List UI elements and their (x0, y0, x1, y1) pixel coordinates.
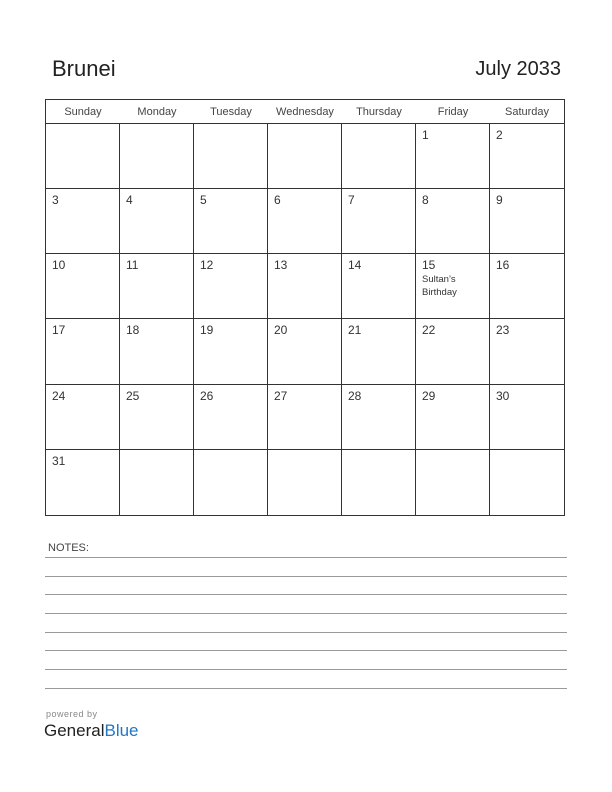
notes-line (45, 594, 567, 595)
day-number: 24 (52, 388, 66, 403)
day-cell (194, 189, 268, 254)
day-number: 15 (422, 258, 436, 273)
notes-label: NOTES: (48, 542, 89, 554)
day-cell (46, 319, 120, 384)
day-number: 23 (496, 323, 510, 338)
weekday-header-saturday: Saturday (490, 100, 564, 124)
day-number: 4 (126, 193, 133, 208)
day-number: 17 (52, 323, 66, 338)
day-cell (490, 189, 564, 254)
holiday-label: Sultan’s Birthday (422, 274, 457, 299)
day-number: 18 (126, 323, 140, 338)
day-cell (342, 319, 416, 384)
day-cell (342, 450, 416, 515)
weekday-header-monday: Monday (120, 100, 194, 124)
day-cell (120, 189, 194, 254)
day-cell (490, 450, 564, 515)
day-number: 6 (274, 193, 281, 208)
notes-line (45, 632, 567, 633)
day-number: 2 (496, 128, 503, 142)
generalblue-logo[interactable] (44, 721, 139, 741)
day-cell (194, 319, 268, 384)
day-number: 3 (52, 193, 59, 208)
weekday-header-thursday: Thursday (342, 100, 416, 124)
day-cell (490, 124, 564, 189)
day-number: 22 (422, 323, 436, 338)
day-cell (490, 254, 564, 319)
day-cell (342, 385, 416, 450)
brand-part-general: General (44, 721, 105, 740)
day-cell (268, 450, 342, 515)
day-number: 9 (496, 193, 503, 208)
day-cell (194, 254, 268, 319)
powered-by-text: powered by (46, 709, 98, 719)
day-cell (46, 450, 120, 515)
day-cell (194, 124, 268, 189)
day-cell (342, 124, 416, 189)
day-cell (490, 319, 564, 384)
day-cell (268, 254, 342, 319)
day-cell (416, 450, 490, 515)
day-number: 12 (200, 258, 214, 273)
day-number: 10 (52, 258, 66, 273)
day-cell (342, 254, 416, 319)
day-cell (416, 385, 490, 450)
day-number: 30 (496, 388, 510, 403)
day-cell (120, 450, 194, 515)
notes-line (45, 557, 567, 558)
day-cell (490, 385, 564, 450)
day-cell (120, 254, 194, 319)
day-cell (268, 385, 342, 450)
day-cell (342, 189, 416, 254)
day-cell (46, 124, 120, 189)
day-number: 28 (348, 388, 362, 403)
brand-part-blue: Blue (104, 721, 139, 740)
day-cell (194, 450, 268, 515)
notes-line (45, 669, 567, 670)
day-number: 25 (126, 388, 140, 403)
day-number: 13 (274, 258, 288, 273)
day-cell (46, 385, 120, 450)
day-cell (416, 319, 490, 384)
day-number: 31 (52, 453, 66, 468)
day-number: 11 (126, 258, 139, 273)
day-cell (416, 189, 490, 254)
calendar-grid (45, 99, 565, 516)
day-cell (268, 189, 342, 254)
day-cell (268, 124, 342, 189)
notes-line (45, 650, 567, 651)
day-cell (268, 319, 342, 384)
day-number: 29 (422, 388, 436, 403)
day-cell (194, 385, 268, 450)
day-number: 19 (200, 323, 214, 338)
day-cell (46, 254, 120, 319)
day-cell (120, 124, 194, 189)
day-cell (416, 254, 490, 319)
day-number: 27 (274, 388, 288, 403)
weekday-header-sunday: Sunday (46, 100, 120, 124)
notes-line (45, 613, 567, 614)
day-number: 8 (422, 193, 429, 208)
day-number: 20 (274, 323, 288, 338)
day-number: 5 (200, 193, 207, 208)
day-number: 16 (496, 258, 510, 273)
day-number: 26 (200, 388, 214, 403)
day-cell (120, 385, 194, 450)
day-number: 7 (348, 193, 355, 208)
weekday-header-friday: Friday (416, 100, 490, 124)
country-title: Brunei (52, 56, 116, 81)
day-number: 21 (348, 323, 362, 338)
day-cell (46, 189, 120, 254)
notes-line (45, 688, 567, 689)
day-number: 1 (422, 128, 429, 142)
day-number: 14 (348, 258, 362, 273)
day-cell (120, 319, 194, 384)
weekday-header-wednesday: Wednesday (268, 100, 342, 124)
day-cell (416, 124, 490, 189)
weekday-header-tuesday: Tuesday (194, 100, 268, 124)
notes-line (45, 576, 567, 577)
month-year-title: July 2033 (475, 58, 561, 80)
